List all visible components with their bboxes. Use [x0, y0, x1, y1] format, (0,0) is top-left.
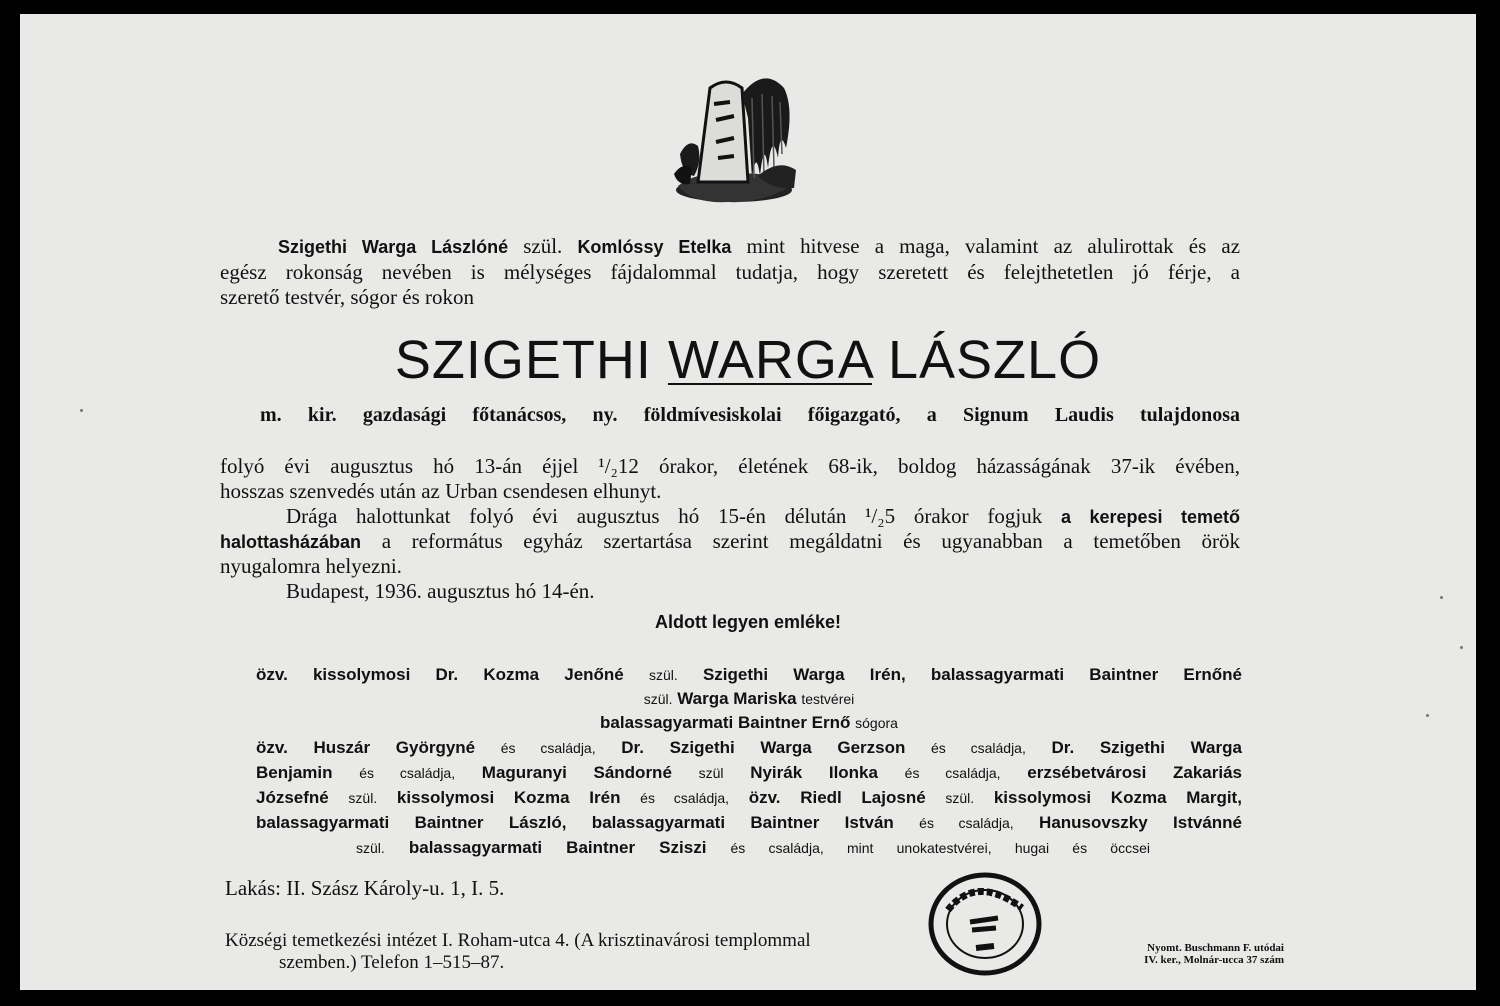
mourner-name: Szigethi Warga Irén, balassagyarmati Baintner Ernőné — [702, 665, 1242, 684]
mourner-name: Dr. Szigethi Warga — [1051, 738, 1242, 757]
mourner-name: balassagyarmati Baintner László, balassagyarmati Baintner István — [256, 813, 894, 832]
tombstone-willow-emblem — [668, 58, 798, 208]
relation-word: és családja, — [640, 790, 730, 806]
widow-maiden-name: Komlóssy Etelka — [577, 237, 732, 257]
born-word: szül — [698, 765, 724, 781]
intro-line-1-rest: mint hitvese a maga, valamint az alulirottak és az — [746, 234, 1241, 258]
announcement-line-2: hosszas szenvedés után az Urban csendesen elhunyt. — [220, 479, 662, 503]
mourners-line-6 — [256, 785, 1242, 811]
born-word: szül. — [945, 790, 975, 806]
announcement-line-5: nyugalomra helyezni. — [220, 554, 402, 578]
announcement-line-4 — [220, 529, 1240, 555]
born-word: szül. — [356, 840, 385, 856]
widow-name: Szigethi Warga Lászlóné — [278, 237, 509, 257]
place-and-date: Budapest, 1936. augusztus hó 14-én. — [286, 579, 595, 603]
mourner-name: balassagyarmati Baintner Ernő — [600, 713, 851, 732]
mourner-name: balassagyarmati Baintner Sziszi — [408, 838, 707, 857]
mourner-name: özv. Huszár Györgyné — [256, 738, 476, 757]
mortuary-word: halottasházában — [220, 532, 362, 552]
paper-speck — [80, 409, 83, 412]
mourners-line-8 — [356, 835, 1150, 861]
announcement-line-3 — [220, 504, 1240, 530]
deceased-name-part-1: SZIGETHI — [394, 330, 652, 390]
mourner-name: Hanusovszky Istvánné — [1039, 813, 1243, 832]
mourners-line-2 — [256, 686, 1242, 712]
deceased-name-part-3: LÁSZLÓ — [887, 330, 1102, 390]
intro-line-1 — [220, 234, 1240, 260]
relation-word: sógora — [855, 715, 898, 731]
paper-speck — [1440, 596, 1443, 599]
relation-word: és családja, — [359, 765, 456, 781]
relation-word: testvérei — [801, 691, 855, 707]
intro-line-2: egész rokonság nevében is mélységes fájdalommal tudatja, hogy szeretett és felejthetetlen jó férje, a — [220, 260, 1240, 284]
ceremony-text: a református egyház szertartása szerint megáldatni és ugyanabban a temetőben örök — [381, 529, 1240, 553]
paper-speck — [1426, 714, 1429, 717]
mourner-name: özv. Riedl Lajosné — [748, 788, 926, 807]
relation-word: és családja, — [500, 740, 596, 756]
mourners-line-5 — [256, 760, 1242, 786]
born-word: szül. — [348, 790, 378, 806]
blessing-line: Aldott legyen emléke! — [654, 612, 842, 632]
intro-line-3: szerető testvér, sógor és rokon — [220, 285, 474, 309]
mourner-name: özv. kissolymosi Dr. Kozma Jenőné — [256, 665, 624, 684]
funeral-home-line-1: Községi temetkezési intézet I. Roham-utca 4. (A krisztinavárosi templommal — [225, 930, 811, 951]
funeral-home-info — [225, 930, 925, 974]
announcement-line-1: folyó évi augusztus hó 13-án éjjel ¹/₂12 órakor, életének 68-ik, boldog házasságának 37-ik évében, — [220, 454, 1240, 478]
library-stamp-seal — [926, 870, 1044, 978]
born-word: szül. — [648, 667, 678, 683]
mourner-name: Maguranyi Sándorné — [481, 763, 672, 782]
mourner-name: erzsébetvárosi Zakariás — [1027, 763, 1242, 782]
born-word: szül. — [643, 691, 673, 707]
mourners-line-4 — [256, 735, 1242, 761]
mourner-name: kissolymosi Kozma Irén — [396, 788, 621, 807]
born-word: szül. — [523, 234, 563, 258]
deceased-titles: m. kir. gazdasági főtanácsos, ny. földmívesiskolai főigazgató, a Signum Laudis tulajdonosa — [260, 404, 1240, 426]
relation-word: és családja, — [931, 740, 1026, 756]
death-notice-sheet — [20, 14, 1476, 990]
printer-line-2: IV. ker., Molnár-ucca 37 szám — [1144, 954, 1284, 966]
mourner-name: Dr. Szigethi Warga Gerzson — [621, 738, 906, 757]
mourner-name: Benjamin — [256, 763, 333, 782]
residence-address: Lakás: II. Szász Károly-u. 1, I. 5. — [225, 876, 505, 900]
relation-word: és családja, — [919, 815, 1014, 831]
mourner-name: Nyirák Ilonka — [750, 763, 878, 782]
printer-imprint — [1070, 942, 1284, 966]
mourners-line-7 — [256, 810, 1242, 836]
mourner-name: Józsefné — [256, 788, 329, 807]
relation-word: és családja, mint unokatestvérei, hugai és öccsei — [730, 840, 1150, 856]
mourner-name: Warga Mariska — [677, 689, 797, 708]
relation-word: és családja, — [904, 765, 1001, 781]
mourners-line-3 — [256, 710, 1242, 736]
funeral-home-line-2: szemben.) Telefon 1–515–87. — [279, 952, 505, 973]
mourner-name: kissolymosi Kozma Margit, — [993, 788, 1242, 807]
deceased-name — [20, 330, 1476, 390]
mourners-line-1 — [256, 662, 1242, 688]
cemetery-name: a kerepesi temető — [1060, 507, 1241, 527]
paper-speck — [1460, 646, 1463, 649]
printer-line-1: Nyomt. Buschmann F. utódai — [1147, 942, 1284, 954]
funeral-time-text: Drága halottunkat folyó évi augusztus hó 15-én délután ¹/₂5 órakor fogjuk — [286, 504, 1043, 528]
deceased-name-part-2: WARGA — [667, 330, 872, 390]
